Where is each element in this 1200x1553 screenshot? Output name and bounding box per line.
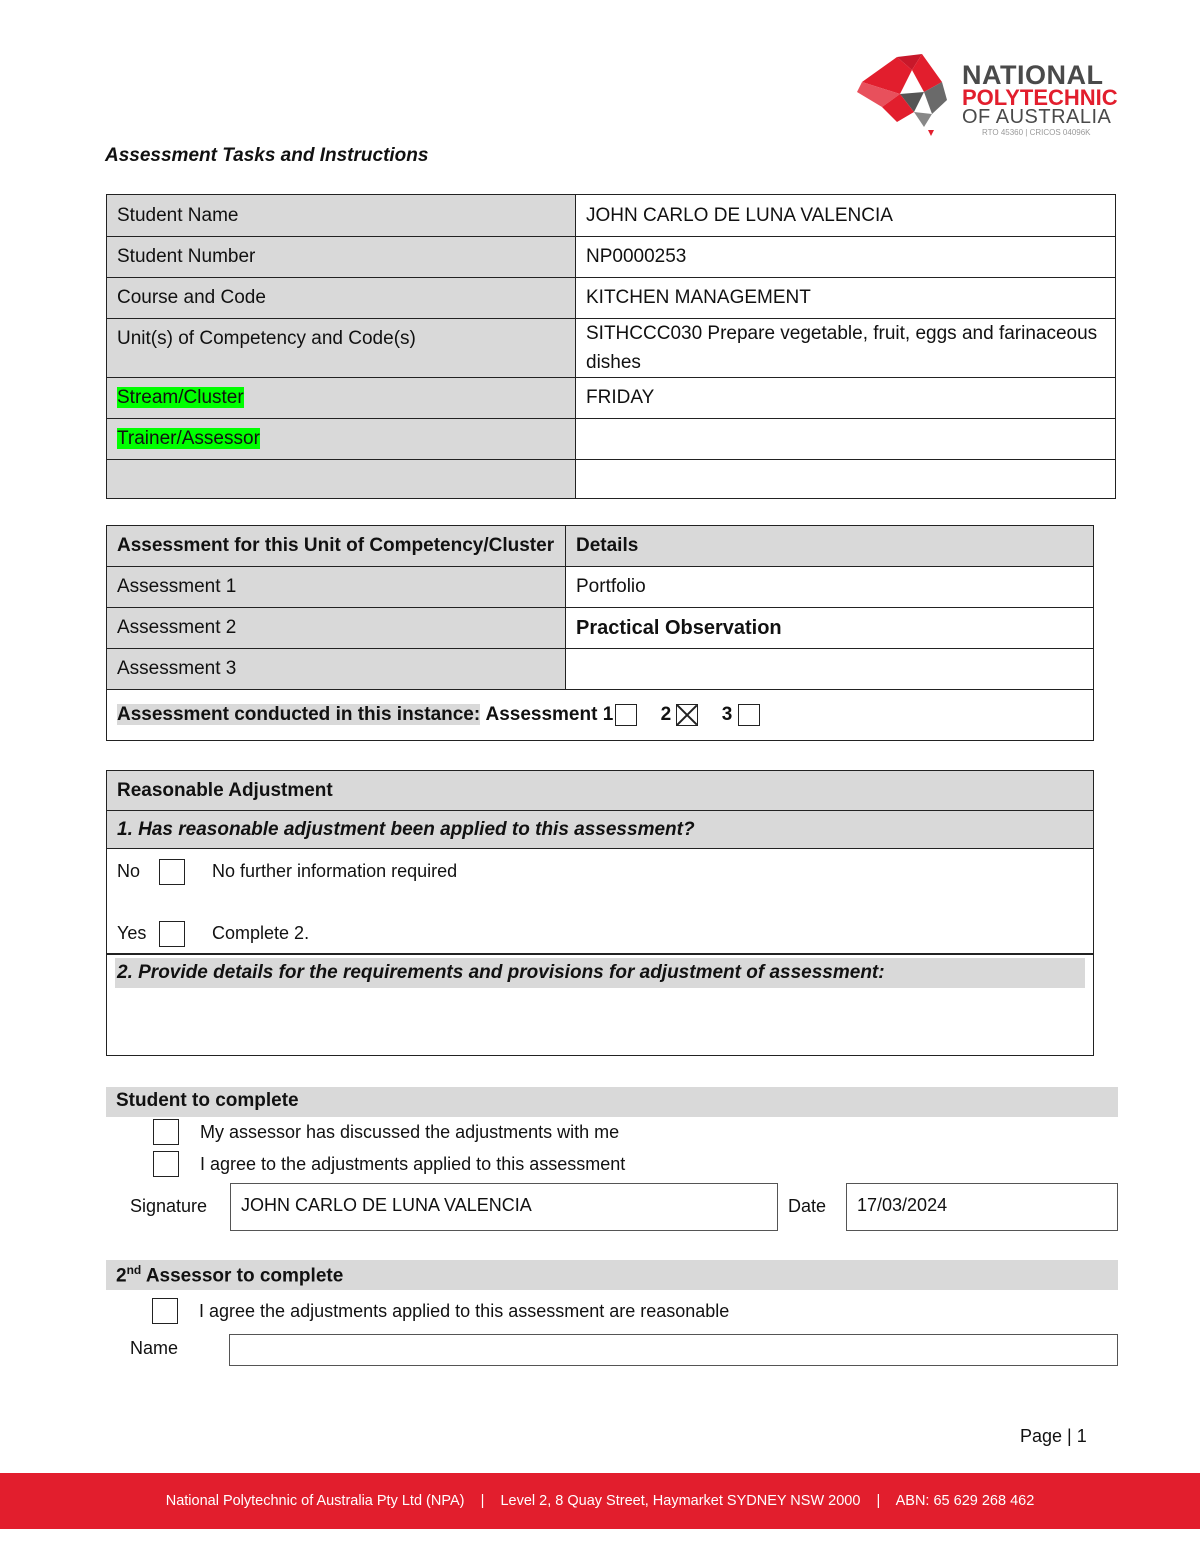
table-row: [107, 567, 1094, 608]
signature-field[interactable]: JOHN CARLO DE LUNA VALENCIA: [230, 1183, 778, 1231]
assessor2-heading-number: 2: [116, 1265, 127, 1287]
table-row: [107, 319, 1116, 378]
assessor2-heading-sup: nd: [126, 1263, 142, 1277]
unit-competency-label: Unit(s) of Competency and Code(s): [107, 319, 576, 378]
student-name-label: Student Name: [107, 195, 576, 237]
date-label: Date: [788, 1196, 827, 1216]
question-1: 1. Has reasonable adjustment been applied to this assessment?: [107, 811, 1093, 849]
trainer-assessor-label-cell: [107, 419, 576, 460]
stream-cluster-label: Stream/Cluster: [117, 387, 244, 408]
assessment-2-value[interactable]: Practical Observation: [566, 608, 1094, 649]
assessment-1-value[interactable]: Portfolio: [566, 567, 1094, 608]
assessment-3-value[interactable]: [566, 649, 1094, 690]
course-code-label: Course and Code: [107, 278, 576, 319]
logo-line-2: POLYTECHNIC: [962, 85, 1118, 110]
australia-map-logo-icon: [852, 52, 952, 138]
assessment-1-checkbox[interactable]: [615, 704, 637, 726]
assessor2-heading-text: Assessor to complete: [141, 1265, 344, 1287]
agree-adjustments-checkbox[interactable]: [153, 1151, 179, 1177]
assessment-conducted-prefix: Assessment 1: [485, 704, 614, 725]
student-number-label: Student Number: [107, 237, 576, 278]
assessor2-name-label: Name: [130, 1338, 179, 1358]
footer-bar: National Polytechnic of Australia Pty Ltd (NPA) | Level 2, 8 Quay Street, Haymarket SYDNEY NSW 2000 | ABN: 65 629 268 462: [0, 1473, 1200, 1529]
logo-registration: RTO 45360 | CRICOS 04096K: [982, 128, 1091, 137]
yes-checkbox[interactable]: [159, 921, 185, 947]
no-row: [117, 859, 457, 885]
divider: [107, 953, 1093, 955]
reasonable-adjustment-heading: Reasonable Adjustment: [107, 771, 1093, 811]
student-number-value[interactable]: NP0000253: [576, 237, 1116, 278]
page-number: Page | 1: [1020, 1426, 1087, 1446]
stream-cluster-value[interactable]: FRIDAY: [576, 378, 1116, 419]
assessment-option-2: 2: [660, 704, 672, 725]
date-field[interactable]: 17/03/2024: [846, 1183, 1118, 1231]
empty-label-cell: [107, 460, 576, 499]
question-2: 2. Provide details for the requirements and provisions for adjustment of assessment:: [115, 958, 1085, 988]
assessor2-agree-text: I agree the adjustments applied to this assessment are reasonable: [199, 1301, 730, 1321]
reasonable-adjustment-section: [106, 770, 1094, 1056]
no-label: No: [117, 860, 141, 881]
assessment-table: [106, 525, 1094, 741]
assessor-discussed-text: My assessor has discussed the adjustments with me: [200, 1122, 620, 1142]
logo-line-3: OF AUSTRALIA: [962, 106, 1112, 128]
assessment-conducted-label: Assessment conducted in this instance:: [117, 704, 481, 725]
table-row: [107, 237, 1116, 278]
assessment-option-3: 3: [721, 704, 733, 725]
table-row: [107, 195, 1116, 237]
assessment-3-label: Assessment 3: [107, 649, 566, 690]
table-header-row: [107, 526, 1094, 567]
table-row: [107, 278, 1116, 319]
trainer-assessor-label: Trainer/Assessor: [117, 428, 260, 449]
yes-row: [117, 921, 309, 947]
assessor-discussed-checkbox[interactable]: [153, 1119, 179, 1145]
assessment-header: Assessment for this Unit of Competency/Cluster: [107, 526, 566, 567]
details-header: Details: [566, 526, 1094, 567]
no-text: No further information required: [212, 860, 458, 881]
signature-label: Signature: [130, 1196, 208, 1216]
no-checkbox[interactable]: [159, 859, 185, 885]
assessor2-agree-checkbox[interactable]: [152, 1298, 178, 1324]
table-row: [107, 649, 1094, 690]
assessment-2-checkbox-checked[interactable]: [676, 704, 698, 726]
student-info-table: [106, 194, 1116, 499]
agree-adjustments-text: I agree to the adjustments applied to this assessment: [200, 1154, 626, 1174]
table-row: [107, 690, 1094, 741]
logo-line-1: NATIONAL: [962, 60, 1104, 90]
assessment-3-checkbox[interactable]: [738, 704, 760, 726]
assessor2-name-field[interactable]: [229, 1334, 1118, 1366]
assessment-conducted-cell: [107, 690, 1094, 741]
table-row: [107, 378, 1116, 419]
document-title: Assessment Tasks and Instructions: [105, 145, 429, 166]
yes-label: Yes: [117, 922, 147, 943]
table-row: [107, 608, 1094, 649]
unit-competency-value[interactable]: SITHCCC030 Prepare vegetable, fruit, eggs and farinaceous dishes: [576, 319, 1116, 378]
trainer-assessor-value[interactable]: [576, 419, 1116, 460]
assessor2-heading: [106, 1260, 1118, 1290]
npa-logo: [852, 52, 1142, 138]
student-name-value[interactable]: JOHN CARLO DE LUNA VALENCIA: [576, 195, 1116, 237]
table-row: [107, 419, 1116, 460]
table-row: [107, 460, 1116, 499]
student-complete-heading: Student to complete: [106, 1087, 1118, 1117]
yes-text: Complete 2.: [212, 922, 310, 943]
empty-value-cell[interactable]: [576, 460, 1116, 499]
assessment-1-label: Assessment 1: [107, 567, 566, 608]
stream-cluster-label-cell: [107, 378, 576, 419]
assessment-2-label: Assessment 2: [107, 608, 566, 649]
course-code-value[interactable]: KITCHEN MANAGEMENT: [576, 278, 1116, 319]
